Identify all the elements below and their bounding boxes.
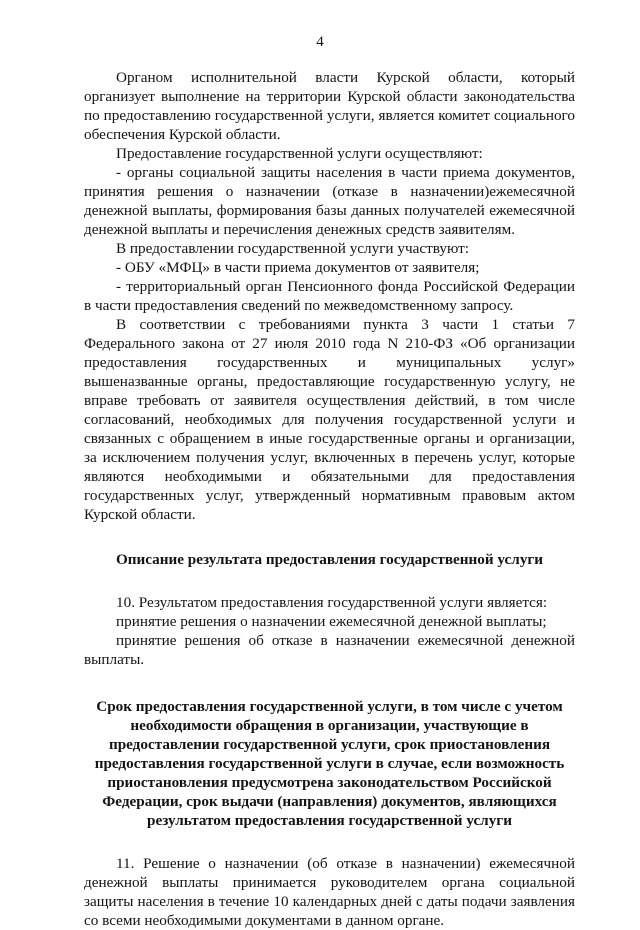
page-number: 4 xyxy=(316,34,324,50)
paragraph-executive-body: Органом исполнительной власти Курской области, который организует выполнение на территории Курской области законодательства по предоставлению государственной услуги, является комитет социального обеспечения Курской области. xyxy=(84,69,575,143)
document-body xyxy=(84,68,575,930)
paragraph-social-protection-bodies: - органы социальной защиты населения в части приема документов, принятия решения о назначении (отказе в назначении)ежемесячной денежной выплаты, формирования базы данных получателей ежемесячной денежной выплаты и перечисления денежных средств заявителям. xyxy=(84,164,575,238)
section-heading-result: Описание результата предоставления государственной услуги xyxy=(115,551,544,568)
paragraph-pension-fund: - территориальный орган Пенсионного фонда Российской Федерации в части предоставления сведений по межведомственному запросу. xyxy=(84,278,575,314)
paragraph-item-11: 11. Решение о назначении (об отказе в назначении) ежемесячной денежной выплаты принимается руководителем органа социальной защиты населения в течение 10 календарных дней с даты подачи заявления со всеми необходимыми документами в данном органе. xyxy=(84,855,575,929)
paragraph-item-10: 10. Результатом предоставления государственной услуги является: xyxy=(116,594,548,611)
paragraph-decision-grant: принятие решения о назначении ежемесячной денежной выплаты; xyxy=(116,613,547,630)
section-heading-term: Срок предоставления государственной услуги, в том числе с учетом необходимости обращения в организации, участвующие в предоставлении государственной услуги, срок приостановления предоставления государственной услуги в случае, если возможность приостановления предусмотрена законодательством Российской Федерации, срок выдачи (направления) документов, являющихся результатом предоставления государственной услуги xyxy=(94,698,565,829)
paragraph-decision-refuse: принятие решения об отказе в назначении ежемесячной денежной выплаты. xyxy=(84,632,575,668)
paragraph-federal-law: В соответствии с требованиями пункта 3 части 1 статьи 7 Федерального закона от 27 июля 2010 года N 210-ФЗ «Об организации предоставления государственных и муниципальных услуг» вышеназванные органы, предоставляющие государственную услугу, не вправе требовать от заявителя осуществления действий, в том числе согласований, необходимых для получения государственной услуги и связанных с обращением в иные государственные органы и организации, за исключением получения услуг, включенных в перечень услуг, которые являются необходимыми и обязательными для предоставления государственных услуг, утвержденный нормативным правовым актом Курской области. xyxy=(84,316,575,523)
paragraph-participants-intro: В предоставлении государственной услуги участвуют: xyxy=(116,240,469,257)
paragraph-providers-intro: Предоставление государственной услуги осуществляют: xyxy=(116,145,483,162)
paragraph-mfc: - ОБУ «МФЦ» в части приема документов от заявителя; xyxy=(116,259,480,276)
